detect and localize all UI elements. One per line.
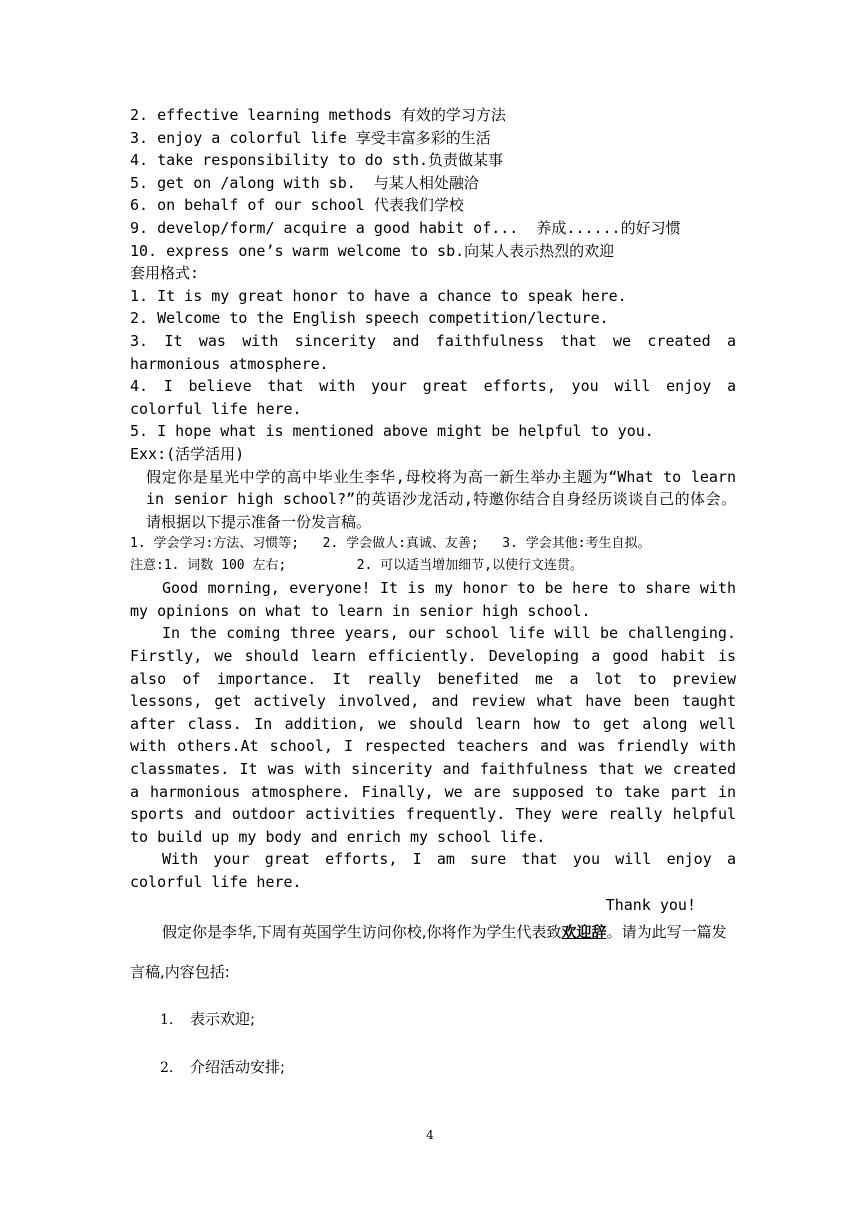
- format-item: 1. It is my great honor to have a chance to speak here.: [130, 286, 627, 305]
- essay-paragraph: With your great efforts, I am sure that you will enjoy a colorful life here.: [130, 850, 736, 891]
- format-item: 5. I hope what is mentioned above might be helpful to you.: [130, 422, 654, 441]
- essay: [130, 577, 736, 916]
- phrase-item: 5. get on /along with sb. 与某人相处融洽: [130, 173, 479, 192]
- list-number: 1.: [160, 1012, 174, 1028]
- task2-list-item: [160, 1008, 255, 1029]
- phrase-item: 2. effective learning methods 有效的学习方法: [130, 106, 506, 124]
- list-text: 表示欢迎;: [190, 1010, 256, 1028]
- format-list: [130, 285, 736, 443]
- format-item: 4. I believe that with your great efforts, you will enjoy a colorful life here.: [130, 377, 736, 418]
- task-intro: 假定你是星光中学的高中毕业生李华,母校将为高一新生举办主题为“What to learn in senior high school?”的英语沙龙活动,特邀你结合自身经历谈谈自己的体会。请根据以下提示准备一份发言稿。: [146, 467, 736, 531]
- page-content: [130, 104, 736, 916]
- phrase-item: 3. enjoy a colorful life 享受丰富多彩的生活: [130, 128, 491, 147]
- format-item: 2. Welcome to the English speech competition/lecture.: [130, 309, 609, 328]
- phrase-list: [130, 104, 736, 262]
- task2-bold-term: 欢迎辞: [561, 923, 607, 941]
- list-number: 2.: [160, 1060, 174, 1076]
- essay-paragraph: Good morning, everyone! It is my honor to be here to share with my opinions on what to learn in senior high school.: [130, 579, 736, 620]
- task2-text-b: 。请为此写一篇发言稿,内容包括:: [130, 923, 727, 981]
- task2-intro: [130, 912, 736, 992]
- task-notes: 注意:1. 词数 100 左右; 2. 可以适当增加细节,以使行文连贯。: [130, 558, 584, 574]
- task-points: 1. 学会学习:方法、习惯等; 2. 学会做人:真诚、友善; 3. 学会其他:考生自拟。: [130, 536, 651, 552]
- essay-paragraph: In the coming three years, our school life will be challenging. Firstly, we should learn efficiently. Developing a good habit is also of importance. It really benefited me a lot to preview lessons, get actively involved, and review what have been taught after class. In addition, we should learn how to get along well with others.At school, I respected teachers and was friendly with classmates. It was with sincerity and faithfulness that we created a harmonious atmosphere. Finally, we are supposed to take part in sports and outdoor activities frequently. They were really helpful to build up my body and enrich my school life.: [130, 624, 736, 846]
- phrase-item: 9. develop/form/ acquire a good habit of... 养成......的好习惯: [130, 218, 681, 237]
- list-text: 介绍活动安排;: [190, 1058, 286, 1076]
- task2-list-item: [160, 1056, 285, 1077]
- exx-heading: Exx:(活学活用): [130, 444, 245, 463]
- essay-closing: Thank you!: [605, 895, 696, 914]
- page-number: 4: [426, 1128, 434, 1142]
- format-heading: 套用格式:: [130, 264, 200, 283]
- phrase-item: 4. take responsibility to do sth.负责做某事: [130, 151, 504, 170]
- phrase-item: 6. on behalf of our school 代表我们学校: [130, 196, 464, 215]
- format-item: 3. It was with sincerity and faithfulness that we created a harmonious atmosphere.: [130, 331, 736, 373]
- task2-text-a: 假定你是李华,下周有英国学生访问你校,你将作为学生代表致: [162, 923, 562, 941]
- task2-paragraph: [130, 912, 736, 992]
- phrase-item: 10. express one’s warm welcome to sb.向某人表示热烈的欢迎: [130, 241, 615, 260]
